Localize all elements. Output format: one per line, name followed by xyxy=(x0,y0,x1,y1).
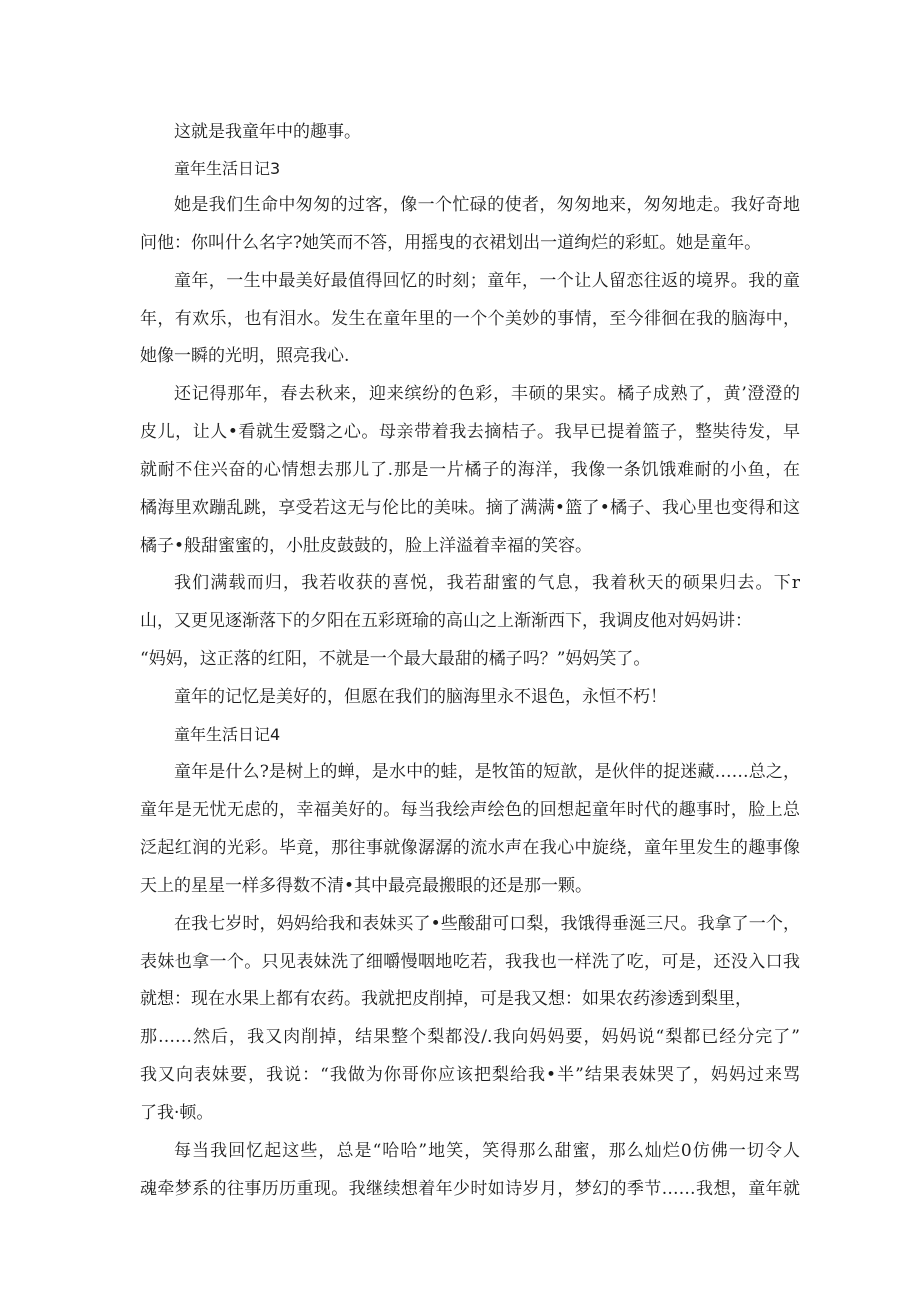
paragraph-line: 年，有欢乐，也有泪水。发生在童年里的一个个美妙的事情，至今徘徊在我的脑海中， xyxy=(140,309,800,329)
paragraph-line: 问他：你叫什么名字?她笑而不答，用摇曳的衣裙划出一道绚烂的彩虹。她是童年。 xyxy=(140,233,762,253)
paragraph-line: 每当我回忆起这些，总是“哈哈”地笑，笑得那么甜蜜，那么灿烂0仿佛一切令人 xyxy=(174,1141,800,1161)
paragraph-line: 她像一瞬的光明，照亮我心. xyxy=(140,346,350,366)
paragraph-line: 山，又更见逐渐落下的夕阳在五彩斑瑜的高山之上渐渐西下，我调皮他对妈妈讲： xyxy=(140,611,752,631)
section-heading: 童年生活日记4 xyxy=(174,725,281,744)
paragraph-line: 我们满载而归，我若收获的喜悦，我若甜蜜的气息，我着秋天的硕果归去。下r xyxy=(174,573,800,593)
paragraph-line: 童年，一生中最美好最值得回忆的时刻；童年，一个让人留恋往返的境界。我的童 xyxy=(174,271,800,291)
paragraph-line: 了我·顿。 xyxy=(140,1103,214,1123)
paragraph-line: 童年是无忧无虑的，幸福美好的。每当我绘声绘色的回想起童年时代的趣事时，脸上总 xyxy=(140,800,800,820)
paragraph-line: 皮儿，让人•看就生爱翳之心。母亲带着我去摘桔子。我早已提着篮子，整奘待发，早 xyxy=(140,422,800,442)
paragraph-line: 橘子•般甜蜜蜜的，小肚皮鼓鼓的，脸上洋溢着幸福的笑容。 xyxy=(140,536,593,556)
paragraph-line: “妈妈，这正落的红阳，不就是一个最大最甜的橘子吗？”妈妈笑了。 xyxy=(140,649,651,669)
paragraph-line: 就想：现在水果上都有农药。我就把皮削掉，可是我又想：如果农药渗透到梨里， xyxy=(140,989,752,1009)
paragraph-line: 童年的记忆是美好的，但愿在我们的脑海里永不退色，永恒不朽！ xyxy=(174,687,667,707)
paragraph-line: 天上的星星一样多得数不清•其中最亮最搬眼的还是那一颗。 xyxy=(140,876,593,896)
section-heading: 童年生活日记3 xyxy=(174,159,281,178)
paragraph-line: 这就是我童年中的趣事。 xyxy=(174,122,361,142)
paragraph-line: 童年是什么?是树上的蝉，是水中的蛙，是牧笛的短歆，是伙伴的捉迷藏……总之， xyxy=(174,762,800,782)
paragraph-line: 那……然后，我又肉削掉，结果整个梨都没/.我向妈妈要，妈妈说“梨都已经分完了” xyxy=(140,1027,800,1047)
paragraph-line: 橘海里欢蹦乱跳，享受若这无与伦比的美味。摘了满满•篮了•橘子、我心里也变得和这 xyxy=(140,498,800,518)
paragraph-line: 魂牵梦系的往事历历重现。我继续想着年少时如诗岁月，梦幻的季节……我想，童年就 xyxy=(140,1179,800,1199)
paragraph-line: 还记得那年，春去秋来，迎来缤纷的色彩，丰硕的果实。橘子成熟了，黄’澄澄的 xyxy=(174,384,800,404)
paragraph-line: 泛起红润的光彩。毕竟，那往事就像潺潺的流水声在我心中旋绕，童年里发生的趣事像 xyxy=(140,838,800,858)
paragraph-line: 我又向表妹要，我说：“我做为你哥你应该把梨给我•半”结果表妹哭了，妈妈过来骂 xyxy=(140,1065,800,1085)
paragraph-line: 就耐不住兴奋的心情想去那儿了.那是一片橘子的海洋，我像一条饥饿难耐的小鱼，在 xyxy=(140,460,800,480)
paragraph-line: 在我七岁时，妈妈给我和表妹买了•些酸甜可口梨，我饿得垂涎三尺。我拿了一个， xyxy=(174,914,800,934)
paragraph-line: 表妹也拿一个。只见表妹洗了细嚼慢咽地吃若，我我也一样洗了吃，可是，还没入口我 xyxy=(140,952,800,972)
paragraph-line: 她是我们生命中匆匆的过客，像一个忙碌的使者，匆匆地来，匆匆地走。我好奇地 xyxy=(174,195,800,215)
